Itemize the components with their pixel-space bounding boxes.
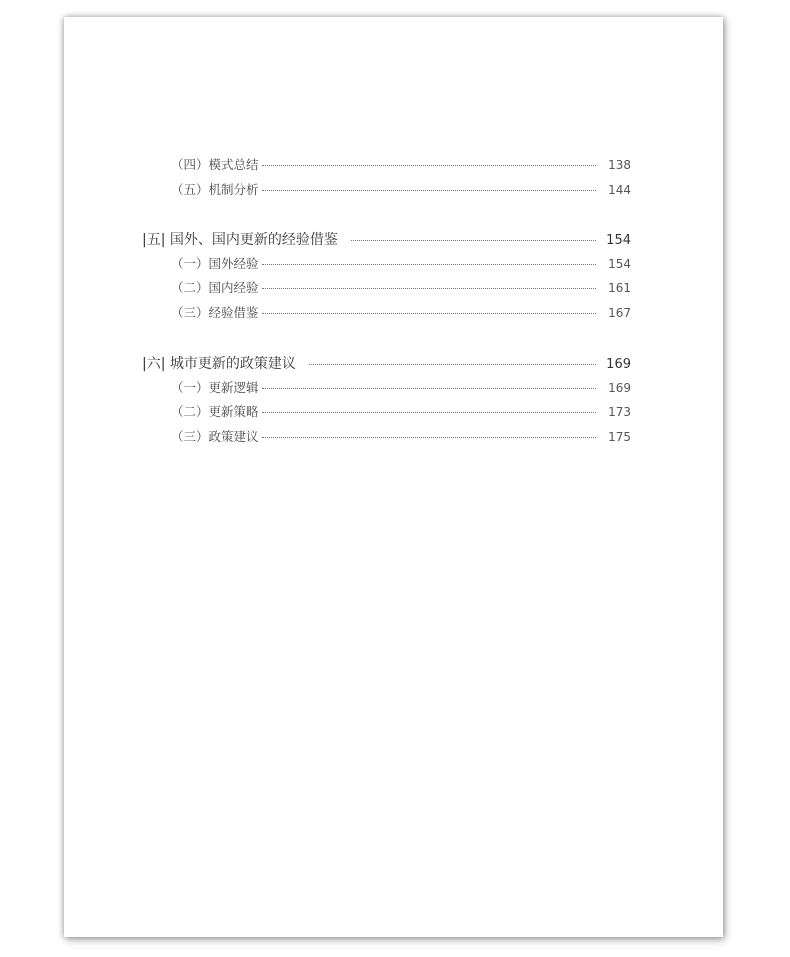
dot-leader [262,313,596,314]
toc-entry-6-2[interactable] [171,402,631,420]
toc-entry-label: （二）国内经验 [171,280,259,295]
toc-entry-5-3[interactable] [171,303,631,321]
toc-entry-label: （一）国外经验 [171,256,259,271]
toc-page-number: 154 [606,233,631,248]
dot-leader [262,437,596,438]
toc-chapter-label: |六| 城市更新的政策建议 [142,356,296,372]
dot-leader [262,388,596,389]
toc-page-number: 169 [606,357,631,372]
dot-leader [262,288,596,289]
toc-page-number: 167 [608,306,631,320]
toc-page-number: 144 [608,183,631,197]
toc-entry-label: （三）经验借鉴 [171,305,259,320]
toc-entry-4-5[interactable] [171,180,631,198]
toc-entry-label: （四）模式总结 [171,157,259,172]
toc-page-number: 169 [608,381,631,395]
dot-leader [262,264,596,265]
toc-chapter-5[interactable] [142,229,631,249]
toc-page-number: 138 [608,158,631,172]
toc-page-number: 173 [608,405,631,419]
dot-leader [351,240,596,241]
table-of-contents [64,17,723,937]
toc-entry-label: （一）更新逻辑 [171,380,259,395]
toc-entry-6-1[interactable] [171,378,631,396]
toc-page-number: 154 [608,257,631,271]
dot-leader [262,165,596,166]
toc-page-number: 161 [608,281,631,295]
toc-page-number: 175 [608,430,631,444]
toc-entry-5-1[interactable] [171,254,631,272]
toc-entry-label: （五）机制分析 [171,182,259,197]
toc-entry-6-3[interactable] [171,427,631,445]
dot-leader [262,190,596,191]
toc-chapter-label: |五| 国外、国内更新的经验借鉴 [142,232,338,248]
dot-leader [309,364,596,365]
dot-leader [262,412,596,413]
document-page [64,17,723,937]
toc-entry-label: （二）更新策略 [171,404,259,419]
toc-entry-5-2[interactable] [171,278,631,296]
toc-entry-4-4[interactable] [171,155,631,173]
toc-chapter-6[interactable] [142,353,631,373]
toc-entry-label: （三）政策建议 [171,429,259,444]
